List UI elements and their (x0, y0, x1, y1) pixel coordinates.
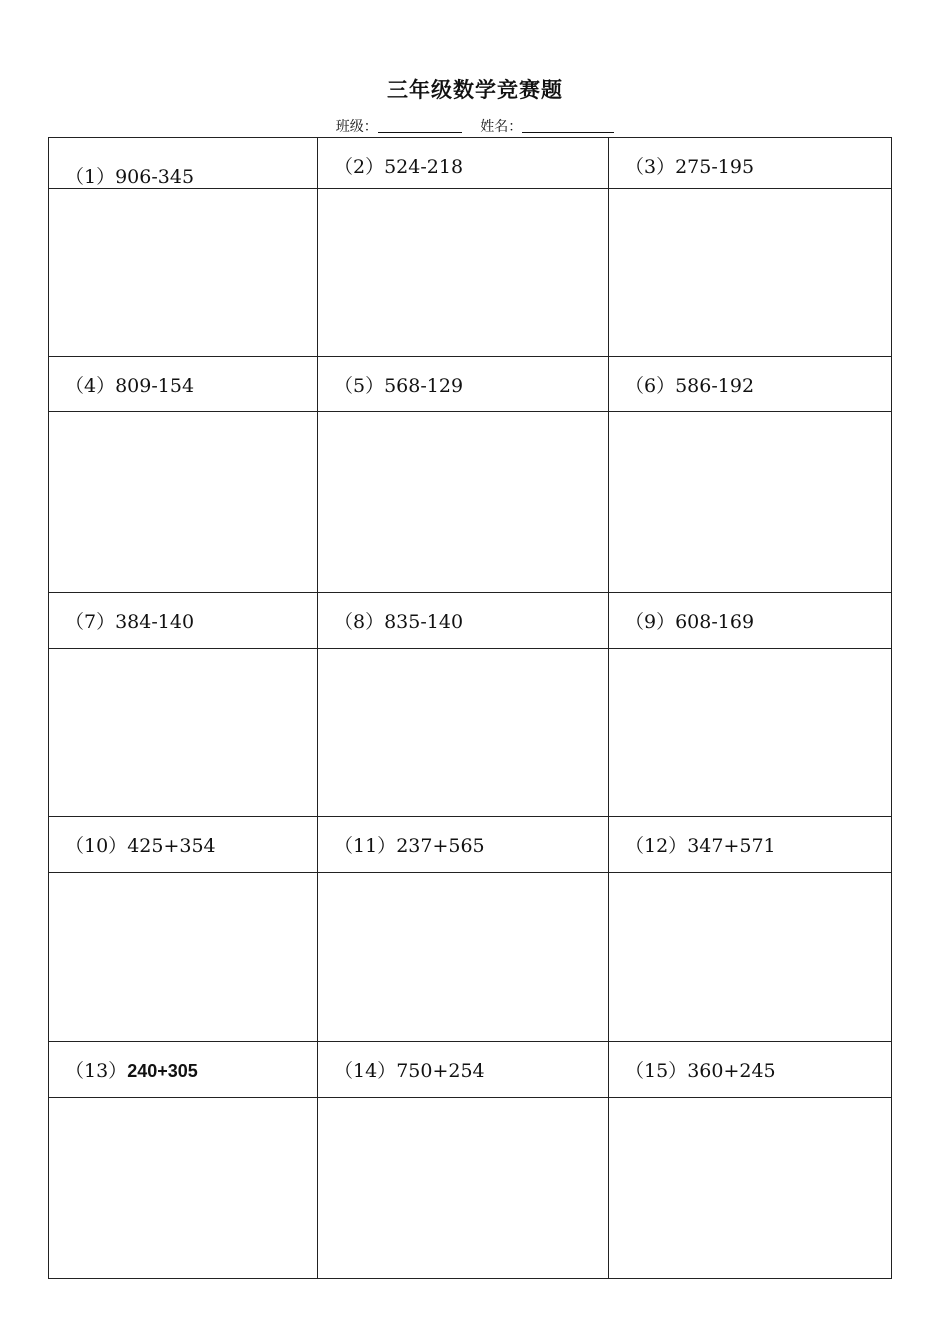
answer-space[interactable] (609, 1098, 892, 1279)
problem-label (49, 1042, 318, 1098)
problem-number: （13） (65, 1060, 128, 1082)
problem-label (318, 357, 609, 412)
problem-number: （15） (625, 1060, 688, 1082)
answer-row (49, 873, 892, 1042)
problem-number: （10） (65, 835, 128, 857)
problem-number: （12） (625, 835, 688, 857)
answer-space[interactable] (49, 189, 318, 357)
problem-label (609, 593, 892, 649)
problem-number: （1） (65, 166, 116, 188)
problem-number: （4） (65, 374, 116, 397)
problem-label (318, 593, 609, 649)
answer-space[interactable] (318, 412, 609, 593)
answer-space[interactable] (49, 649, 318, 817)
problem-row (49, 357, 892, 412)
name-label: 姓名： (480, 119, 523, 135)
answer-space[interactable] (318, 189, 609, 357)
problem-expression: 237+565 (396, 835, 485, 857)
problem-number: （5） (334, 374, 385, 397)
problem-expression: 586-192 (675, 374, 755, 397)
problem-expression: 809-154 (115, 374, 195, 397)
problem-row (49, 593, 892, 649)
answer-row (49, 649, 892, 817)
page-title: 三年级数学竞赛题 (387, 77, 563, 102)
answer-space[interactable] (318, 873, 609, 1042)
problem-number: （3） (625, 156, 676, 178)
problem-row (49, 1042, 892, 1098)
answer-row (49, 189, 892, 357)
problem-number: （6） (625, 374, 676, 397)
problem-expression: 425+354 (127, 835, 216, 857)
problem-expression: 384-140 (115, 611, 195, 633)
problem-expression: 524-218 (384, 156, 464, 178)
problem-row (49, 817, 892, 873)
student-info-line (0, 116, 950, 136)
name-blank[interactable] (522, 118, 614, 133)
problem-label (609, 817, 892, 873)
problem-expression: 240+305 (127, 1061, 198, 1081)
problem-label (318, 817, 609, 873)
problem-expression: 750+254 (396, 1060, 485, 1082)
class-blank[interactable] (378, 118, 462, 133)
problem-expression: 275-195 (675, 156, 755, 178)
problem-label (609, 138, 892, 189)
problem-number: （7） (65, 611, 116, 633)
answer-space[interactable] (318, 649, 609, 817)
problem-label (318, 138, 609, 189)
answer-space[interactable] (609, 873, 892, 1042)
problem-expression: 360+245 (687, 1060, 776, 1082)
answer-space[interactable] (609, 412, 892, 593)
problem-expression: 608-169 (675, 611, 755, 633)
problem-expression: 835-140 (384, 611, 464, 633)
problem-number: （14） (334, 1060, 397, 1082)
problem-label (49, 593, 318, 649)
answer-space[interactable] (49, 873, 318, 1042)
problem-grid (48, 137, 892, 1279)
class-label: 班级： (335, 119, 378, 135)
problem-expression: 347+571 (687, 835, 776, 857)
problem-number: （2） (334, 156, 385, 178)
problem-number: （9） (625, 611, 676, 633)
answer-space[interactable] (318, 1098, 609, 1279)
answer-row (49, 412, 892, 593)
answer-space[interactable] (49, 1098, 318, 1279)
problem-label (49, 817, 318, 873)
problem-expression: 568-129 (384, 374, 464, 397)
answer-space[interactable] (49, 412, 318, 593)
answer-space[interactable] (609, 649, 892, 817)
problem-label (318, 1042, 609, 1098)
problem-number: （8） (334, 611, 385, 633)
answer-space[interactable] (609, 189, 892, 357)
problem-label (49, 138, 318, 189)
answer-row (49, 1098, 892, 1279)
problem-expression: 906-345 (115, 166, 195, 188)
problem-label (49, 357, 318, 412)
problem-number: （11） (334, 835, 397, 857)
problem-label (609, 357, 892, 412)
problem-row (49, 138, 892, 189)
problem-label (609, 1042, 892, 1098)
